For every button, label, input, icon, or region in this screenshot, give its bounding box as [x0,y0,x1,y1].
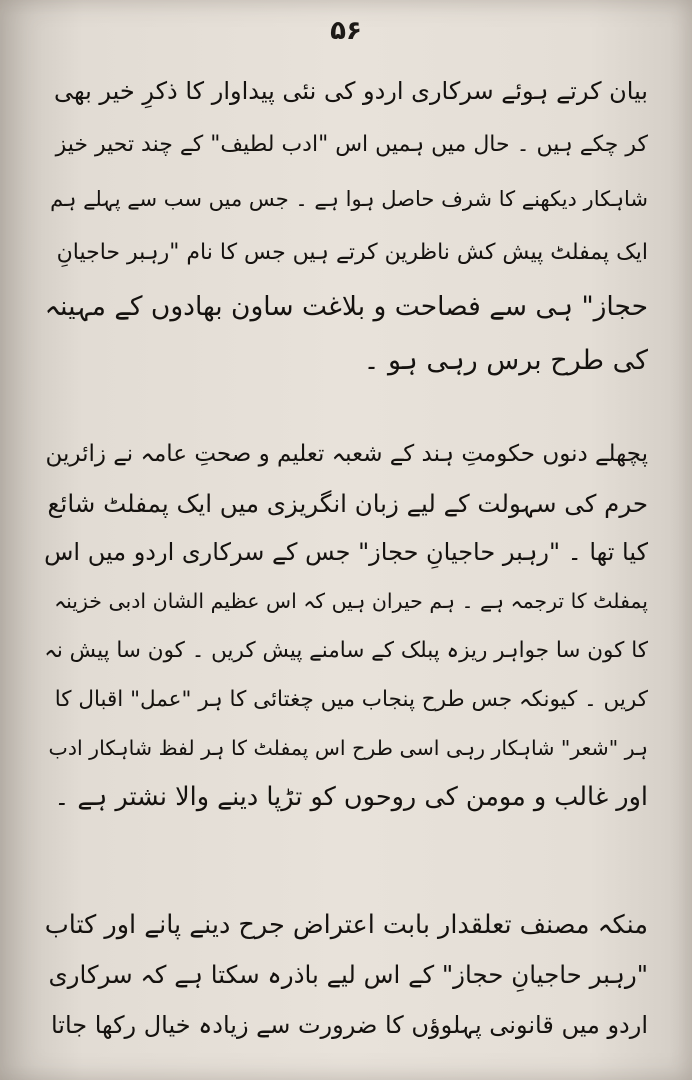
text-line: کا کون سا جواہر ریزہ پبلک کے سامنے پیش کریں ۔ کون سا پیش نہ [44,638,648,663]
paragraph-1 [44,64,648,388]
text-line: پچھلے دنوں حکومتِ ہند کے شعبہ تعلیم و صحتِ عامہ نے زائرین [45,441,648,467]
paragraph-2 [44,430,648,822]
text-line: کر چکے ہیں ۔ حال میں ہمیں اس "ادب لطیف" کے چند تحیر خیز [55,132,648,157]
text-line: اردو میں قانونی پہلوؤں کا ضرورت سے زیادہ خیال رکھا جاتا [50,1011,648,1039]
text-line: شاہکار دیکھنے کا شرف حاصل ہوا ہے ۔ جس میں سب سے پہلے ہم [50,187,648,211]
text-line: بیان کرتے ہوئے سرکاری اردو کی نئی پیداوار کا ذکرِ خیر بھی [54,77,648,105]
text-line: کریں ۔ کیونکہ جس طرح پنجاب میں چغتائی کا ہر "عمل" اقبال کا [54,687,648,712]
text-line: پمفلٹ کا ترجمہ ہے ۔ ہم حیران ہیں کہ اس عظیم الشان ادبی خزینہ [54,589,648,613]
text-line: منکہ مصنف تعلقدار بابت اعتراض جرح دینے پانے اور کتاب [44,910,648,940]
text-line: حرم کی سہولت کے لیے زبان انگریزی میں ایک پمفلٹ شائع [47,489,648,518]
paragraph-3 [44,900,648,1050]
page-number: ۵۶ [330,16,362,46]
text-line: ہر "شعر" شاہکار رہی اسی طرح اس پمفلٹ کا ہر لفظ شاہکار ادب [48,736,648,760]
text-line: حجاز" ہی سے فصاحت و بلاغت ساون بھادوں کے مہینہ [44,291,648,322]
text-line: اور غالب و مومن کی روحوں کو تڑپا دینے والا نشتر ہے ۔ [54,782,648,812]
text-line: "رہبر حاجیانِ حجاز" کے اس لیے باذرہ سکتا ہے کہ سرکاری [48,960,648,989]
text-line: کی طرح برس رہی ہو ۔ [363,345,648,376]
text-line: ایک پمفلٹ پیش کش ناظرین کرتے ہیں جس کا نام "رہبر حاجیانِ [56,240,648,265]
text-line: کیا تھا ۔ "رہبر حاجیانِ حجاز" جس کے سرکاری اردو میں اس [44,538,648,566]
